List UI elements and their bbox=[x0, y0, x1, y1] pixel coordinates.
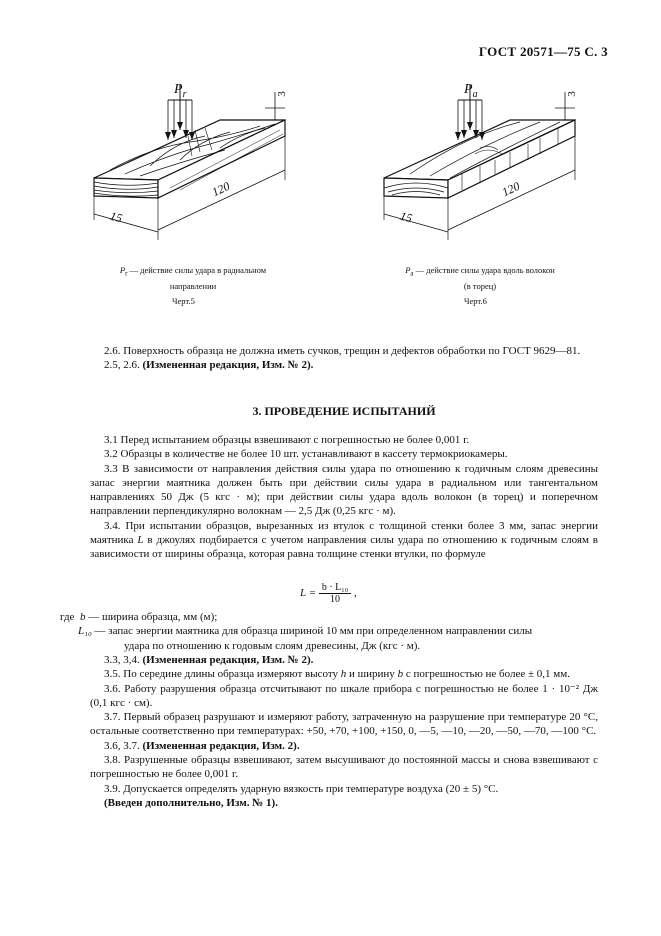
symbol-b: b bbox=[79, 611, 86, 623]
section-3-body bbox=[90, 433, 598, 562]
paragraph-3-8: 3.8. Разрушенные образцы взвешивают, затем высушивают до постоянной массы и снова взвешивают с погрешностью не более 0,001 г. bbox=[90, 754, 598, 781]
where-L10-cont: удара по отношению к годовым слоям древесины, Дж (кгс · м). bbox=[124, 639, 421, 652]
paragraph-3-1: 3.1 Перед испытанием образцы взвешивают с погрешностью не более 0,001 г. bbox=[104, 434, 470, 446]
where-L10 bbox=[60, 624, 598, 638]
dim-height-label: 3 bbox=[565, 91, 578, 97]
paragraph-2-6: 2.6. Поверхность образца не должна иметь сучков, трещин и дефектов обработки по ГОСТ 9629—81. bbox=[104, 345, 581, 357]
amendment-note: (Измененная редакция, Изм. 2). bbox=[142, 739, 300, 752]
where-word: где bbox=[60, 611, 75, 623]
text-segment: и ширину bbox=[346, 668, 398, 681]
amendment-note: (Измененная редакция, Изм. № 2). bbox=[142, 359, 314, 372]
section-2-tail bbox=[90, 344, 598, 373]
paragraph-3-6: 3.6. Работу разрушения образца отсчитывают по шкале прибора с погрешностью не более 1 · 10⁻² Дж (0,1 кгс · см). bbox=[90, 682, 598, 709]
paragraph-3-3-3-4-amendment bbox=[90, 653, 598, 667]
symbol-h: h bbox=[340, 668, 347, 681]
energy-formula bbox=[300, 582, 357, 605]
amendment-number: 3.6, 3.7. bbox=[104, 739, 143, 752]
caption-symbol: P bbox=[119, 265, 126, 275]
text-segment: 3.5. По середине длины образца измеряют высоту bbox=[104, 668, 341, 681]
symbol-b: b bbox=[397, 668, 404, 681]
dim-width-label: 15 bbox=[398, 208, 414, 226]
formula-comma: , bbox=[354, 587, 357, 600]
dim-length-label: 120 bbox=[209, 178, 232, 200]
formula-lhs: L = bbox=[300, 587, 317, 600]
where-b-text: — ширина образца, мм (м); bbox=[88, 611, 218, 623]
formula-denominator: 10 bbox=[330, 594, 341, 605]
text-segment: в джоулях подбирается с учетом направления силы удара по отношению к годичным слоям в зависимости от ширины образца, которая равна толщине стенки втулки, по формуле bbox=[90, 534, 598, 561]
formula-numerator: b · L₁₀ bbox=[319, 582, 351, 594]
dim-height-label: 3 bbox=[275, 91, 288, 97]
figure-6 bbox=[370, 70, 590, 250]
force-subscript: a bbox=[472, 88, 478, 100]
paragraph-2-5-2-6-amendment bbox=[90, 358, 598, 372]
where-L10-text: — запас энергии маятника для образца шириной 10 мм при определенном направлении силы bbox=[94, 625, 533, 638]
document-header: ГОСТ 20571—75 С. 3 bbox=[478, 44, 608, 59]
symbol-L: L bbox=[137, 534, 144, 547]
dim-length-label: 120 bbox=[499, 178, 522, 200]
paragraph-3-7: 3.7. Первый образец разрушают и измеряют работу, затраченную на разрушение при температуре 20 °С, остальные соответственно при температурах: +50, +70, +100, +150, 0, —5, —10, —20, —50, —70, —100 °С. bbox=[90, 711, 598, 738]
paragraph-3-5 bbox=[90, 667, 598, 681]
text-segment: 3.4. При испытании образцов, вырезанных из втулок с толщиной стенки более 3 мм, запас энергии маятника bbox=[90, 519, 598, 547]
formula-fraction bbox=[319, 582, 351, 605]
dim-width-label: 15 bbox=[108, 208, 124, 226]
paragraph-3-2: 3.2 Образцы в количестве не более 10 шт. устанавливают в кассету термокриокамеры. bbox=[104, 448, 508, 461]
force-symbol: P bbox=[464, 82, 473, 97]
caption-text: — действие силы удара вдоль волокон bbox=[413, 265, 555, 275]
where-block bbox=[60, 610, 598, 653]
paragraph-3-6-3-7-amendment bbox=[90, 739, 598, 753]
paragraph-3-3: 3.3 В зависимости от направления действия силы удара по отношению к годичным слоям древесины запас энергии маятника должен быть при действии силы удара в радиальном или тангентальном направлениях 50 Дж (5 кгс · м); при действии силы удара вдоль волокон (в торец) и поперечном направлении перпендикулярно волокнам — 2,5 Дж (0,25 кгс · м). bbox=[90, 462, 598, 518]
figure-6-caption bbox=[380, 264, 580, 292]
figure-5-number: Черт.5 bbox=[172, 296, 195, 306]
caption-text-2: направлении bbox=[169, 280, 217, 291]
amendment-note: (Измененная редакция, Изм. № 2). bbox=[142, 654, 314, 666]
where-b bbox=[60, 610, 598, 624]
paragraph-3-4 bbox=[90, 519, 598, 562]
amendment-number: 2.5, 2.6. bbox=[104, 359, 143, 372]
paragraph-3-9-amendment: (Введен дополнительно, Изм. № 1). bbox=[104, 796, 278, 809]
force-symbol: P bbox=[174, 82, 183, 97]
caption-subscript: a bbox=[410, 269, 414, 278]
force-label-axial bbox=[464, 82, 478, 100]
figure-6-number: Черт.6 bbox=[464, 296, 487, 306]
figure-5 bbox=[80, 70, 300, 250]
force-subscript: r bbox=[182, 88, 187, 100]
force-label-radial bbox=[174, 82, 186, 100]
text-segment: с погрешностью не более ± 0,1 мм. bbox=[403, 668, 570, 681]
caption-symbol: P bbox=[405, 265, 411, 275]
caption-text: — действие силы удара в радиальном bbox=[127, 265, 267, 275]
caption-subscript: r bbox=[125, 269, 128, 278]
figure-5-caption bbox=[98, 264, 288, 292]
caption-text-2: (в торец) bbox=[463, 280, 497, 291]
section-title: 3. ПРОВЕДЕНИЕ ИСПЫТАНИЙ bbox=[252, 404, 436, 418]
symbol-L10: L₁₀ bbox=[78, 625, 92, 638]
amendment-number: 3.3, 3,4. bbox=[104, 654, 143, 666]
section-3-body-continued bbox=[90, 653, 598, 810]
paragraph-3-9: 3.9. Допускается определять ударную вязкость при температуре воздуха (20 ± 5) °С. bbox=[104, 782, 499, 795]
